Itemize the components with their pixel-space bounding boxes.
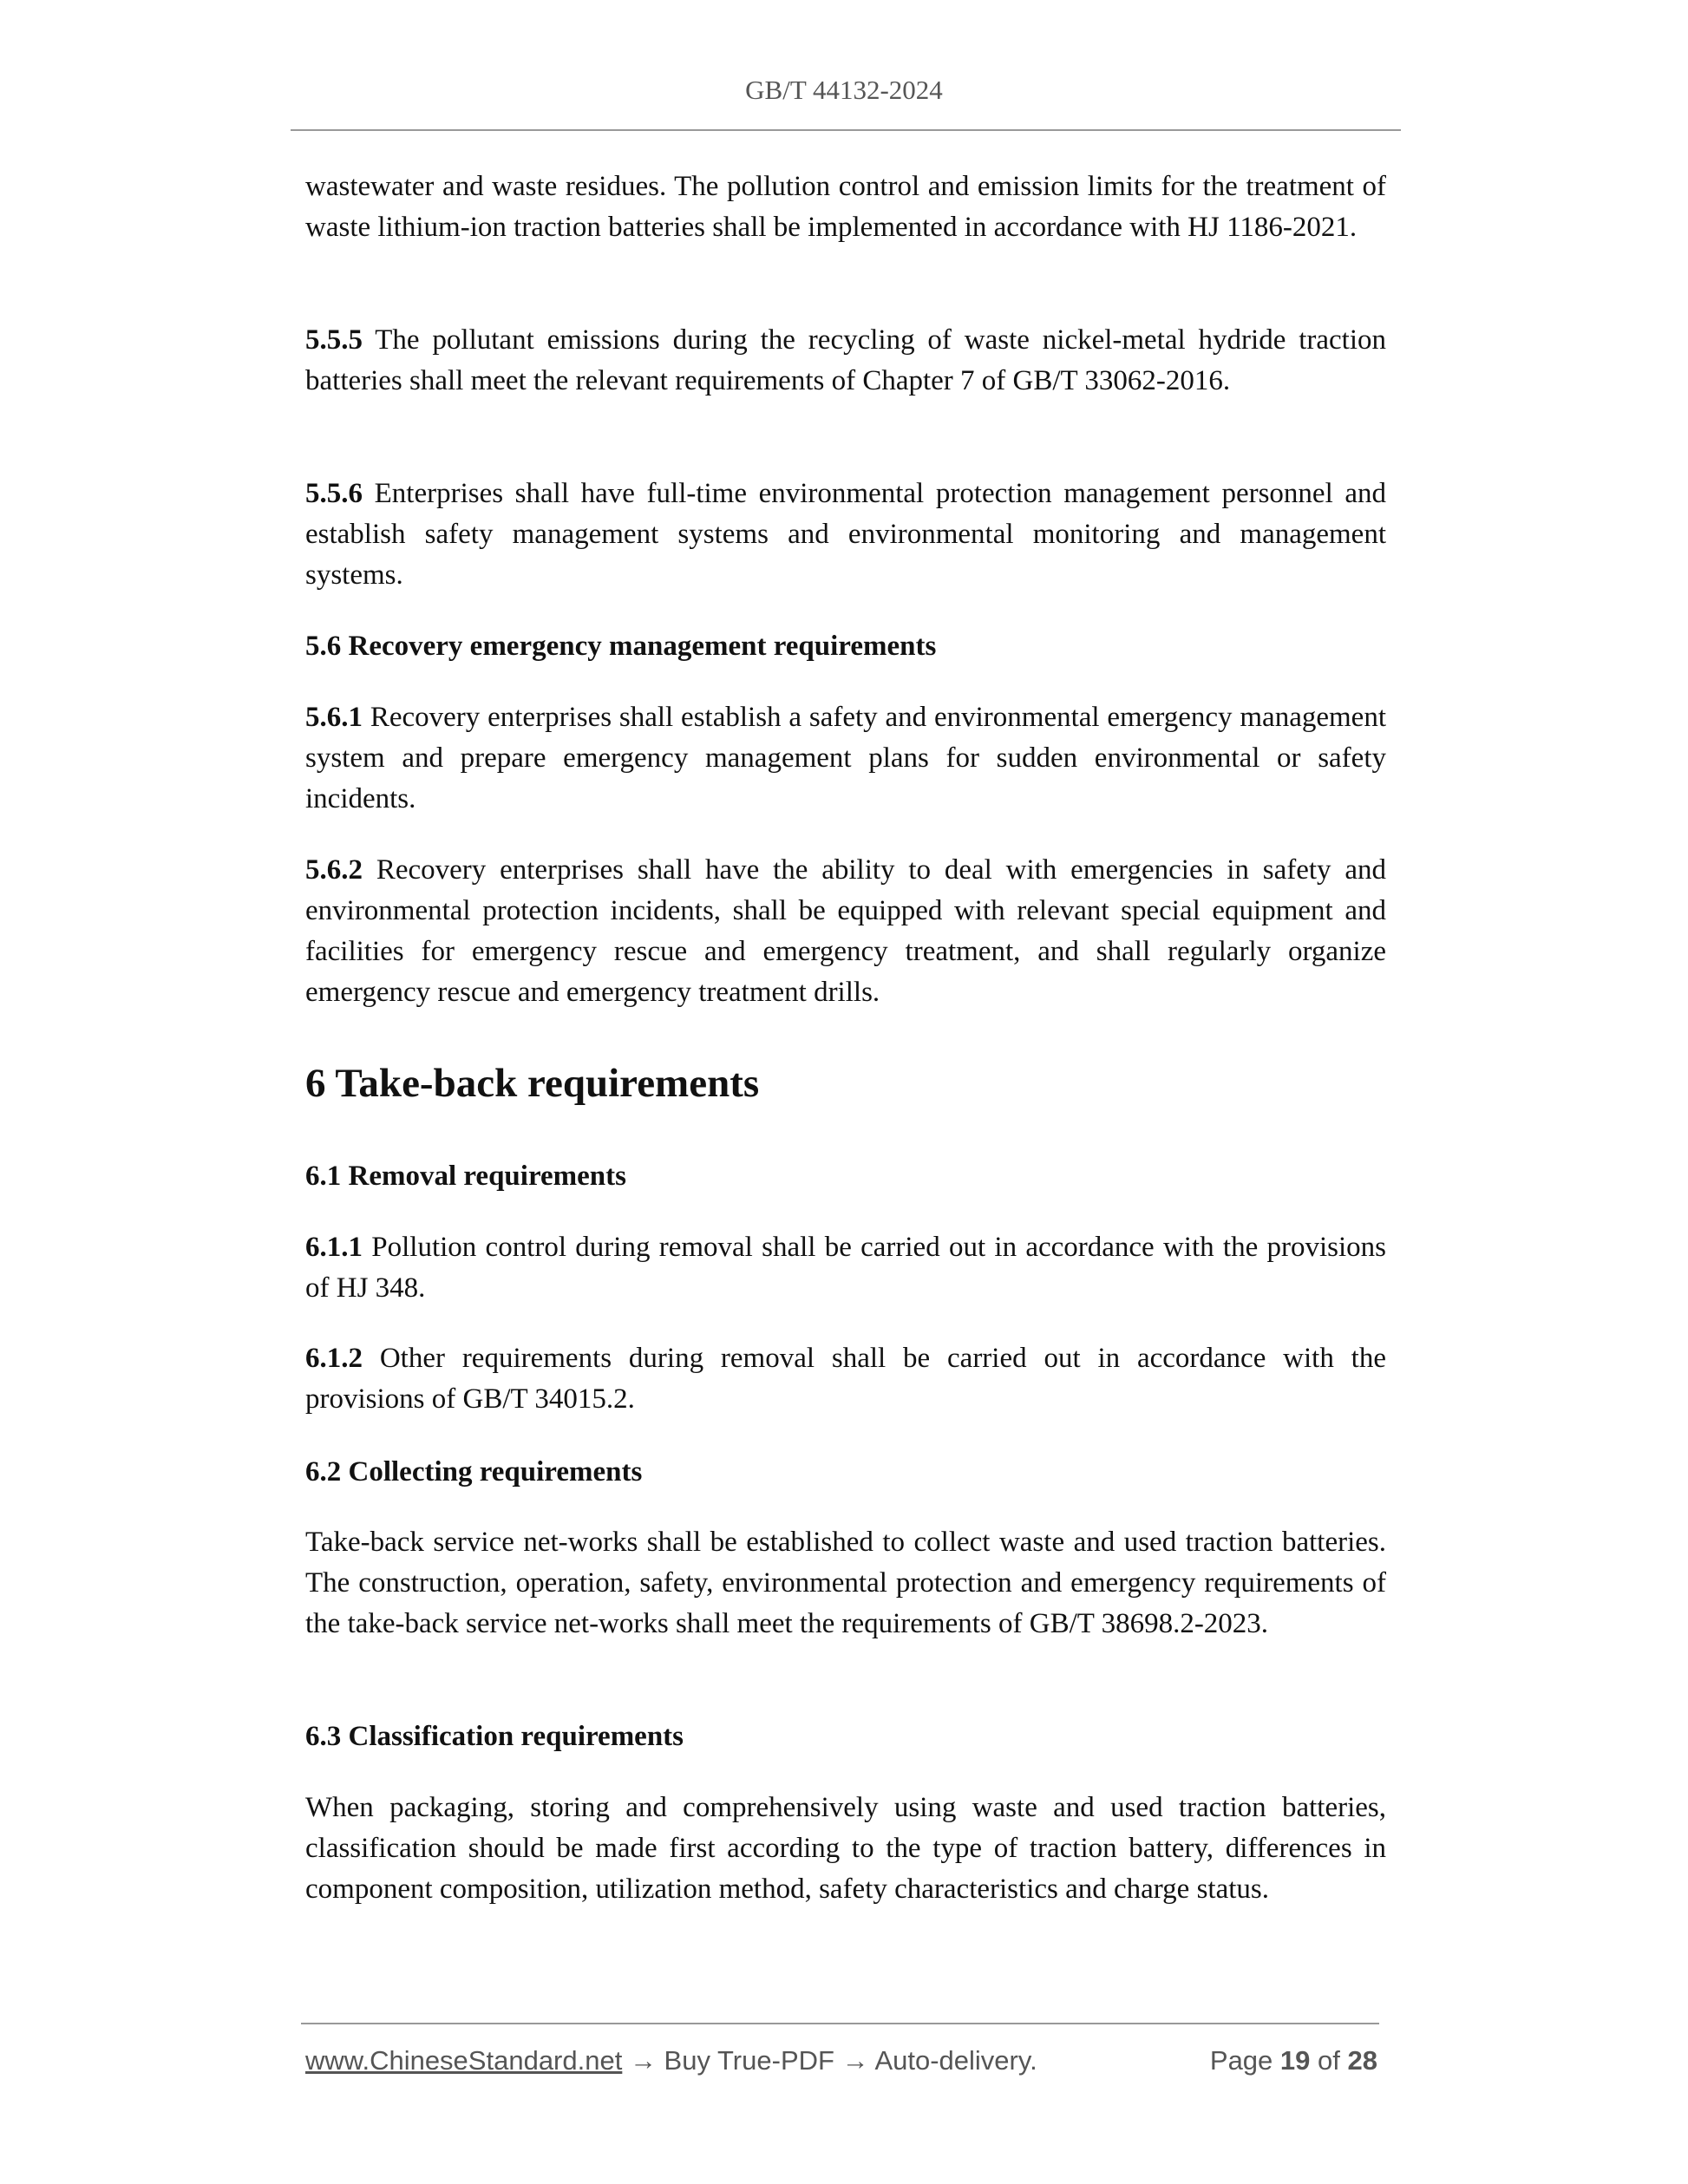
clause-6-1-1	[305, 1227, 1386, 1309]
clause-number: 5.6.1	[305, 702, 363, 733]
clause-6-1-2	[305, 1338, 1386, 1420]
clause-5-5-6	[305, 474, 1386, 596]
of-label: of	[1318, 2045, 1340, 2076]
heading-6-1: 6.1 Removal requirements	[305, 1161, 626, 1192]
page-label: Page	[1209, 2045, 1273, 2076]
clause-text: Other requirements during removal shall be carried out in accordance with the provisions of GB/T 34015.2.	[305, 1343, 1386, 1415]
clause-text: Recovery enterprises shall have the ability to deal with emergencies in safety and environmental protection incidents, shall be equipped with relevant special equipment and facilities for emergency rescue and emergency treatment, and shall regularly organize emergency rescue and emergency treatment drills.	[305, 854, 1386, 1008]
heading-6-3: 6.3 Classification requirements	[305, 1721, 684, 1752]
total-pages: 28	[1347, 2045, 1377, 2076]
clause-5-5-5	[305, 320, 1386, 402]
paragraph-text: When packaging, storing and comprehensively using waste and used traction batteries, classification should be made first according to the type of traction battery, differences in component composition, utilization method, safety characteristics and charge status.	[305, 1792, 1386, 1905]
heading-6-2: 6.2 Collecting requirements	[305, 1456, 643, 1488]
clause-5-6-2	[305, 850, 1386, 1013]
clause-number: 5.5.5	[305, 324, 363, 356]
paragraph-text: wastewater and waste residues. The pollution control and emission limits for the treatment of waste lithium-ion traction batteries shall be implemented in accordance with HJ 1186-2021.	[305, 171, 1386, 243]
clause-5-6-1	[305, 697, 1386, 820]
footer	[305, 2045, 1377, 2076]
heading-6: 6 Take-back requirements	[305, 1061, 760, 1106]
header-divider	[291, 129, 1401, 131]
footer-promo	[305, 2045, 1037, 2076]
paragraph-text: Take-back service net-works shall be established to collect waste and used traction batteries. The construction, operation, safety, environmental protection and emergency requirements of the take-back service net-works shall meet the requirements of GB/T 38698.2-2023.	[305, 1527, 1386, 1639]
page-indicator	[1210, 2045, 1377, 2076]
heading-5-6: 5.6 Recovery emergency management requirements	[305, 631, 937, 662]
clause-number: 5.6.2	[305, 854, 363, 886]
current-page: 19	[1279, 2045, 1311, 2076]
clause-text: Enterprises shall have full-time environmental protection management personnel and establish safety management systems and environmental monitoring and management systems.	[305, 478, 1386, 591]
clause-text: Pollution control during removal shall be carried out in accordance with the provisions of HJ 348.	[305, 1232, 1386, 1304]
website-link[interactable]: www.ChineseStandard.net	[305, 2045, 623, 2076]
clause-number: 6.1.2	[305, 1343, 363, 1374]
paragraph	[305, 1522, 1386, 1645]
paragraph	[305, 167, 1386, 248]
clause-number: 5.5.6	[305, 478, 363, 509]
paragraph	[305, 1788, 1386, 1910]
document-header: GB/T 44132-2024	[745, 75, 943, 105]
clause-number: 6.1.1	[305, 1232, 363, 1263]
clause-text: The pollutant emissions during the recycling of waste nickel-metal hydride traction batteries shall meet the relevant requirements of Chapter 7 of GB/T 33062-2016.	[305, 324, 1386, 396]
footer-promo-text: → Buy True-PDF → Auto-delivery.	[622, 2045, 1037, 2076]
clause-text: Recovery enterprises shall establish a safety and environmental emergency management system and prepare emergency management plans for sudden environmental or safety incidents.	[305, 702, 1386, 814]
footer-divider	[301, 2023, 1379, 2024]
